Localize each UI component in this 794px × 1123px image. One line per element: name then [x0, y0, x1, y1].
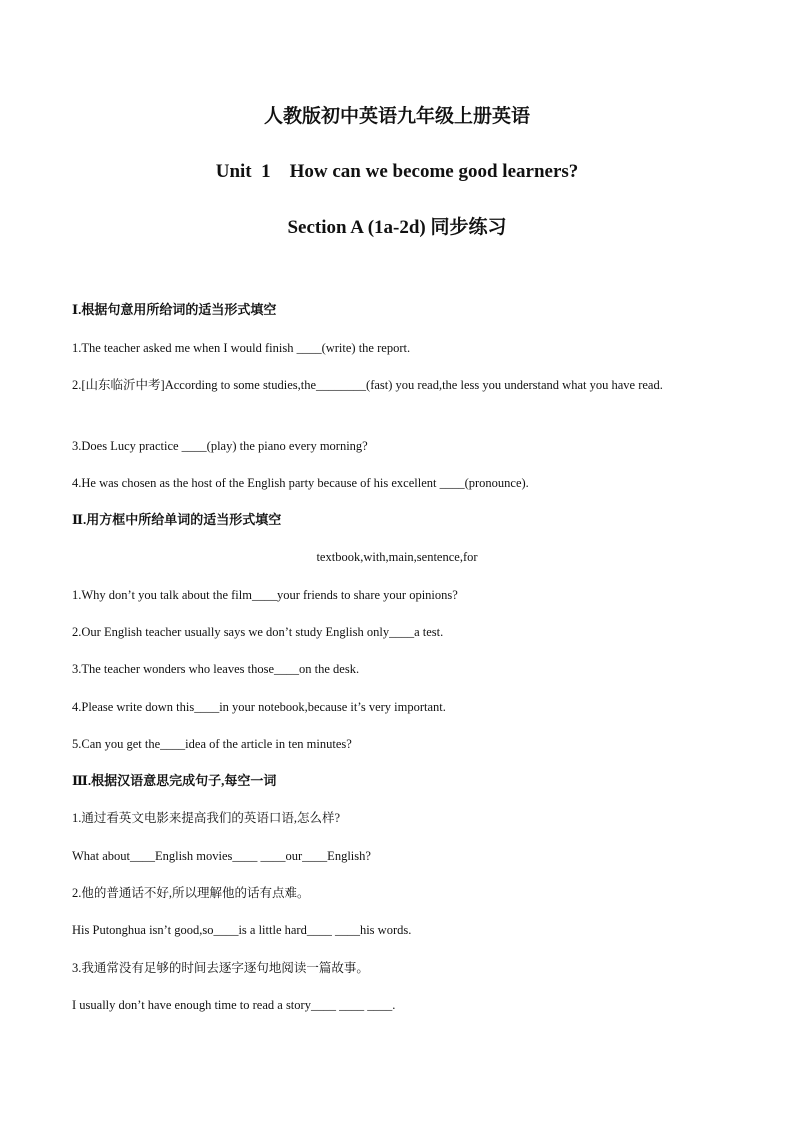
part3-item-3-en: I usually don’t have enough time to read a story____ ____ ____.: [72, 998, 396, 1012]
part2-item-5: 5.Can you get the____idea of the article in ten minutes?: [72, 737, 352, 751]
part3-item-2-cn: 2.他的普通话不好,所以理解他的话有点难。: [72, 886, 310, 900]
part3-heading: Ⅲ.根据汉语意思完成句子,每空一词: [72, 773, 277, 788]
part1-item-4: 4.He was chosen as the host of the English party because of his excellent ____(pronounce).: [72, 476, 529, 490]
part2-item-2: 2.Our English teacher usually says we don’t study English only____a test.: [72, 625, 444, 639]
part3-item-2-en: His Putonghua isn’t good,so____is a little hard____ ____his words.: [72, 923, 412, 937]
part2-item-1: 1.Why don’t you talk about the film____your friends to share your opinions?: [72, 588, 458, 602]
part1-item-1: 1.The teacher asked me when I would finish ____(write) the report.: [72, 341, 411, 355]
section-title: Section A (1a-2d) 同步练习: [287, 217, 507, 238]
part1-item-3: 3.Does Lucy practice ____(play) the piano every morning?: [72, 439, 368, 453]
part3-item-3-cn: 3.我通常没有足够的时间去逐字逐句地阅读一篇故事。: [72, 961, 369, 975]
part1-item-2: 2.[山东临沂中考]According to some studies,the________(fast) you read,the less you understand what you have read.: [72, 378, 663, 392]
document-title: 人教版初中英语九年级上册英语: [263, 106, 530, 127]
word-box: textbook,with,main,sentence,for: [316, 550, 478, 564]
part2-item-3: 3.The teacher wonders who leaves those____on the desk.: [72, 662, 360, 676]
part2-item-4: 4.Please write down this____in your notebook,because it’s very important.: [72, 700, 446, 714]
unit-title: Unit 1 How can we become good learners?: [215, 161, 579, 182]
part3-item-1-cn: 1.通过看英文电影来提高我们的英语口语,怎么样?: [72, 811, 341, 825]
part3-item-1-en: What about____English movies____ ____our____English?: [72, 849, 371, 863]
part2-heading: Ⅱ.用方框中所给单词的适当形式填空: [72, 512, 282, 527]
part1-heading: Ⅰ.根据句意用所给词的适当形式填空: [72, 302, 277, 317]
